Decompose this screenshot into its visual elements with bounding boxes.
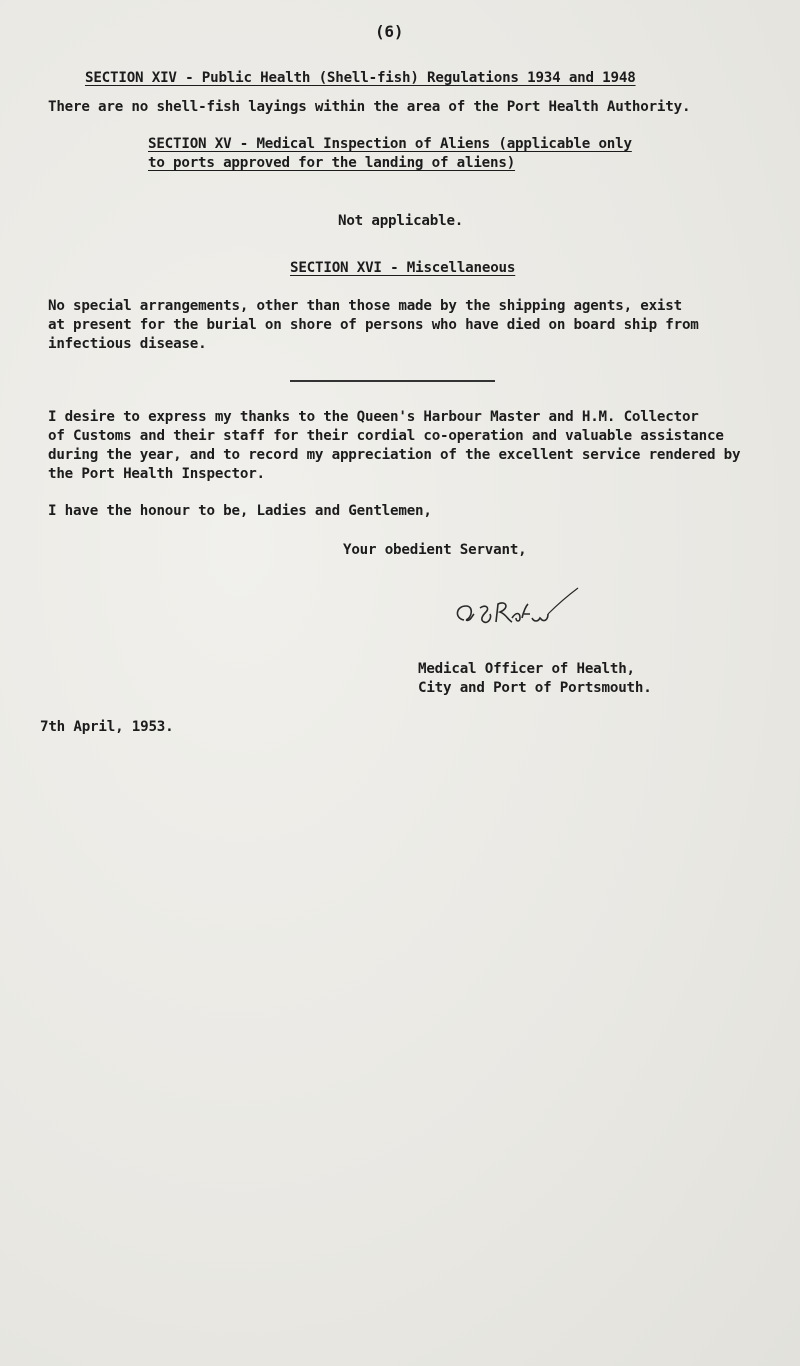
section-xiv-heading: SECTION XIV - Public Health (Shell-fish) Regulations 1934 and 1948 [85,70,636,86]
document-date: 7th April, 1953. [40,719,174,735]
section-xv-heading-line2: to ports approved for the landing of aliens) [148,155,516,171]
section-xvi-heading: SECTION XVI - Miscellaneous [290,260,516,276]
signatory-title-line1: Medical Officer of Health, [418,661,635,677]
thanks-line-3: during the year, and to record my appreciation of the excellent service rendered by [48,447,741,463]
section-xv-text: Not applicable. [338,213,464,229]
thanks-line-4: the Port Health Inspector. [48,466,265,482]
thanks-line-2: of Customs and their staff for their cordial co-operation and valuable assistance [48,428,724,444]
page-number: (6) [375,22,404,41]
closing-honour: I have the honour to be, Ladies and Gentlemen, [48,503,432,519]
closing-servant: Your obedient Servant, [343,542,527,558]
handwritten-signature [450,578,590,638]
section-xvi-line-3: infectious disease. [48,336,207,352]
thanks-line-1: I desire to express my thanks to the Queen's Harbour Master and H.M. Collector [48,409,699,425]
section-xvi-line-2: at present for the burial on shore of persons who have died on board ship from [48,317,699,333]
section-xv-heading-line1: SECTION XV - Medical Inspection of Aliens (applicable only [148,136,632,152]
section-xvi-line-1: No special arrangements, other than those made by the shipping agents, exist [48,298,682,314]
section-xiv-text: There are no shell-fish layings within the area of the Port Health Authority. [48,99,691,115]
divider-rule [290,380,495,382]
signatory-title-line2: City and Port of Portsmouth. [418,680,652,696]
